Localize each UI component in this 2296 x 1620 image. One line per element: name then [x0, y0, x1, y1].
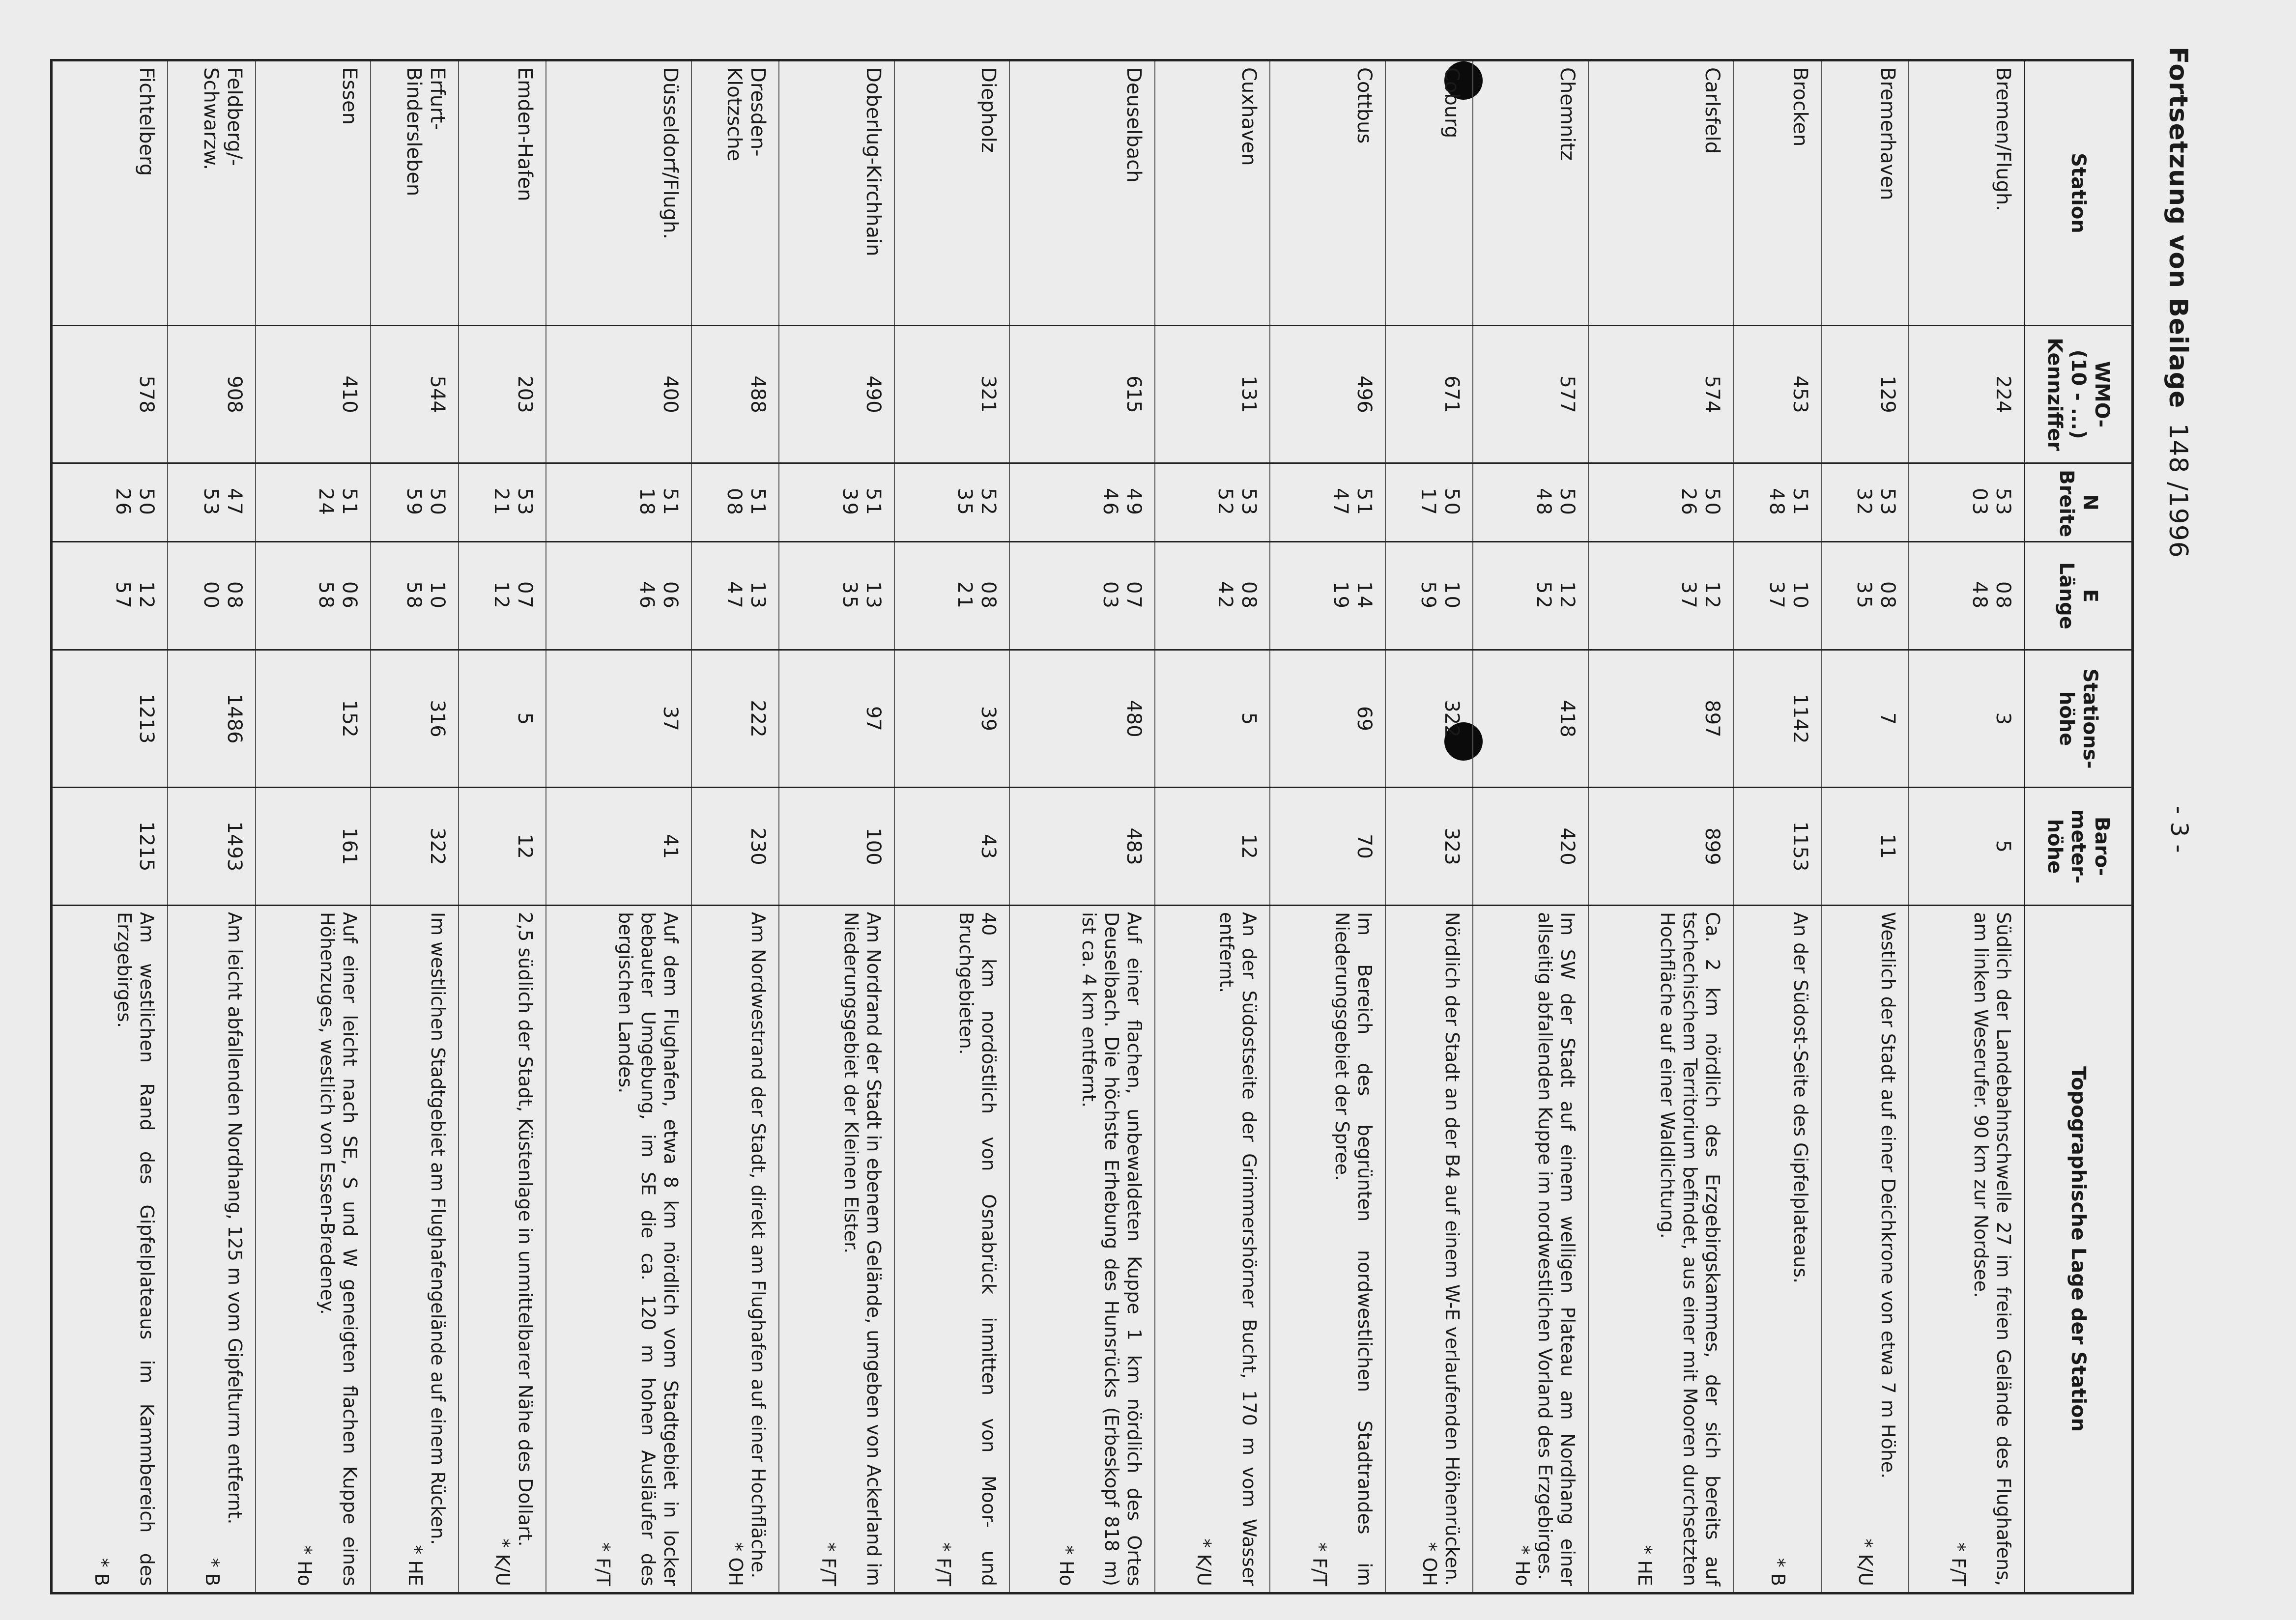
barometer-height: 323: [1385, 788, 1473, 906]
wmo-id: 410: [256, 326, 371, 463]
station-type-code: * Ho: [1511, 1545, 1533, 1586]
latitude: 47 53: [168, 463, 256, 542]
topo-description: [779, 906, 894, 1593]
latitude: 50 26: [52, 463, 168, 542]
station-height: 5: [1155, 650, 1270, 788]
barometer-height: 420: [1473, 788, 1588, 906]
longitude: 06 46: [546, 542, 691, 650]
wmo-id: 224: [1909, 326, 2024, 463]
wmo-id: 490: [779, 326, 894, 463]
latitude: 51 24: [256, 463, 371, 542]
barometer-height: 1493: [168, 788, 256, 906]
longitude: 08 35: [1821, 542, 1909, 650]
station-height: 1486: [168, 650, 256, 788]
latitude: 53 21: [459, 463, 546, 542]
longitude: 10 59: [1385, 542, 1473, 650]
table-row: [459, 60, 546, 1593]
topo-text: An der Südostseite der Grimmershörner Bucht, 170 m vom Wasser entfernt.: [1216, 912, 1261, 1586]
barometer-height: 43: [894, 788, 1009, 906]
topo-description: [546, 906, 691, 1593]
topo-text: Nördlich der Stadt an der B4 auf einem W-E verlaufenden Höhenrücken.: [1441, 912, 1464, 1586]
longitude: 14 19: [1270, 542, 1385, 650]
latitude: 51 48: [1733, 463, 1821, 542]
topo-description: [1270, 906, 1385, 1593]
barometer-height: 322: [371, 788, 459, 906]
latitude: 51 08: [691, 463, 779, 542]
longitude: 12 52: [1473, 542, 1588, 650]
barometer-height: 161: [256, 788, 371, 906]
barometer-height: 899: [1588, 788, 1734, 906]
topo-description: [52, 906, 168, 1593]
barometer-height: 12: [1155, 788, 1270, 906]
table-row: [1155, 60, 1270, 1593]
longitude: 07 12: [459, 542, 546, 650]
station-height: 1213: [52, 650, 168, 788]
station-name: Fichtelberg: [52, 60, 168, 326]
topo-text: Im westlichen Stadtgebiet am Flughafengelände auf einem Rücken.: [427, 912, 449, 1545]
station-height: 1142: [1733, 650, 1821, 788]
topo-text: An der Südost-Seite des Gipfelplateaus.: [1789, 912, 1811, 1284]
table-row: [1270, 60, 1385, 1593]
table-row: [1473, 60, 1588, 1593]
col-wmo: WMO- (10 - ...) Kennziffer: [2025, 326, 2133, 463]
station-type-code: * F/T: [1948, 1542, 1969, 1586]
table-row: [1909, 60, 2024, 1593]
longitude: 07 03: [1009, 542, 1155, 650]
table-row: [691, 60, 779, 1593]
longitude: 13 47: [691, 542, 779, 650]
longitude: 08 42: [1155, 542, 1270, 650]
table-row: [1821, 60, 1909, 1593]
station-type-code: * HE: [404, 1545, 426, 1586]
wmo-id: 574: [1588, 326, 1734, 463]
topo-text: Am Nordrand der Stadt in ebenem Gelände, umgeben von Ackerland im Niederungsgebiet der Kleinen Elster.: [840, 912, 885, 1586]
page-header: [2163, 47, 2193, 558]
header-number: 148 /1996: [2163, 423, 2193, 558]
barometer-height: 41: [546, 788, 691, 906]
table-row: [894, 60, 1009, 1593]
station-type-code: * B: [1767, 1558, 1789, 1586]
topo-text: Im SW der Stadt auf einem welligen Plateau am Nordhang einer allseitig abfallenden Kuppe im nordwestlichen Vorland des Erzgebirges.: [1534, 912, 1578, 1586]
latitude: 49 46: [1009, 463, 1155, 542]
station-height: 37: [546, 650, 691, 788]
topo-description: [168, 906, 256, 1593]
station-type-code: * F/T: [1308, 1542, 1330, 1586]
station-name: Carlsfeld: [1588, 60, 1734, 326]
station-type-code: * B: [201, 1558, 223, 1586]
wmo-id: 496: [1270, 326, 1385, 463]
longitude: 10 37: [1733, 542, 1821, 650]
wmo-id: 321: [894, 326, 1009, 463]
latitude: 50 59: [371, 463, 459, 542]
longitude: 06 58: [256, 542, 371, 650]
topo-text: Am leicht abfallenden Nordhang, 125 m vom Gipfelturm entfernt.: [224, 912, 246, 1525]
station-height: 480: [1009, 650, 1155, 788]
topo-description: [894, 906, 1009, 1593]
barometer-height: 11: [1821, 788, 1909, 906]
station-type-code: * F/T: [592, 1542, 614, 1586]
topo-text: 40 km nordöstlich von Osnabrück inmitten von Moor- und Bruchgebieten.: [955, 912, 1000, 1586]
table-row: [256, 60, 371, 1593]
station-height: 5: [459, 650, 546, 788]
station-name: Bremen/Flugh.: [1909, 60, 2024, 326]
station-type-code: * HE: [1634, 1545, 1656, 1586]
wmo-id: 578: [52, 326, 168, 463]
topo-description: [1733, 906, 1821, 1593]
wmo-id: 400: [546, 326, 691, 463]
topo-description: [459, 906, 546, 1593]
longitude: 12 57: [52, 542, 168, 650]
barometer-height: 1215: [52, 788, 168, 906]
station-name: Brocken: [1733, 60, 1821, 326]
latitude: 51 18: [546, 463, 691, 542]
station-height: 97: [779, 650, 894, 788]
table-row: [546, 60, 691, 1593]
station-height: 418: [1473, 650, 1588, 788]
barometer-height: 70: [1270, 788, 1385, 906]
station-height: 322: [1385, 650, 1473, 788]
barometer-height: 5: [1909, 788, 2024, 906]
station-height: 222: [691, 650, 779, 788]
latitude: 50 17: [1385, 463, 1473, 542]
station-name: Erfurt- Bindersleben: [371, 60, 459, 326]
barometer-height: 100: [779, 788, 894, 906]
station-name: Chemnitz: [1473, 60, 1588, 326]
topo-text: Südlich der Landebahnschwelle 27 im freien Gelände des Flughafens, am linken Weserufer. 90 km zur Nordsee.: [1970, 912, 2014, 1586]
wmo-id: 453: [1733, 326, 1821, 463]
table-header-row: [2025, 60, 2133, 1593]
latitude: 50 26: [1588, 463, 1734, 542]
topo-text: Auf einer leicht nach SE, S und W geneigten flachen Kuppe eines Höhenzuges, westlich von Essen-Bredeney.: [316, 912, 361, 1586]
topo-text: Ca. 2 km nördlich des Erzgebirgskammes, der sich bereits auf tschechischem Territorium befindet, aus einer mit Mooren durchsetzten Hochfläche auf einer Waldlichtung.: [1657, 912, 1724, 1586]
col-stationshoehe: Stations- höhe: [2025, 650, 2133, 788]
station-name: Coburg: [1385, 60, 1473, 326]
topo-description: [1385, 906, 1473, 1593]
col-station: Station: [2025, 60, 2133, 326]
station-type-code: * OH: [725, 1542, 747, 1586]
latitude: 53 52: [1155, 463, 1270, 542]
wmo-id: 671: [1385, 326, 1473, 463]
wmo-id: 615: [1009, 326, 1155, 463]
station-name: Doberlug-Kirchhain: [779, 60, 894, 326]
wmo-id: 203: [459, 326, 546, 463]
station-height: 897: [1588, 650, 1734, 788]
topo-text: Westlich der Stadt auf einer Deichkrone von etwa 7 m Höhe.: [1877, 912, 1899, 1479]
barometer-height: 12: [459, 788, 546, 906]
station-type-code: * B: [91, 1558, 113, 1586]
table-row: [52, 60, 168, 1593]
station-table: [50, 59, 2134, 1594]
table-row: [371, 60, 459, 1593]
station-name: Bremerhaven: [1821, 60, 1909, 326]
latitude: 51 47: [1270, 463, 1385, 542]
barometer-height: 1153: [1733, 788, 1821, 906]
topo-text: Auf dem Flughafen, etwa 8 km nördlich vom Stadtgebiet in locker bebauter Umgebung, im SE die ca. 120 m hohen Ausläufer des bergischen Landes.: [614, 912, 682, 1586]
station-type-code: * K/U: [1855, 1538, 1877, 1586]
station-height: 316: [371, 650, 459, 788]
station-height: 69: [1270, 650, 1385, 788]
station-type-code: * Ho: [294, 1545, 316, 1586]
latitude: 52 35: [894, 463, 1009, 542]
wmo-id: 129: [1821, 326, 1909, 463]
barometer-height: 230: [691, 788, 779, 906]
table-row: [1009, 60, 1155, 1593]
topo-description: [256, 906, 371, 1593]
station-height: 39: [894, 650, 1009, 788]
col-laenge: E Länge: [2025, 542, 2133, 650]
latitude: 51 39: [779, 463, 894, 542]
topo-description: [1009, 906, 1155, 1593]
station-height: 3: [1909, 650, 2024, 788]
station-height: 7: [1821, 650, 1909, 788]
table-row: [168, 60, 256, 1593]
topo-text: Auf einer flachen, unbewaldeten Kuppe 1 km nördlich des Ortes Deuselbach. Die höchste Erhebung des Hunsrücks (Erbeskopf 818 m) ist ca. 4 km entfernt.: [1078, 912, 1145, 1586]
table-row: [1588, 60, 1734, 1593]
topo-description: [1821, 906, 1909, 1593]
station-name: Cottbus: [1270, 60, 1385, 326]
topo-description: [1588, 906, 1734, 1593]
station-name: Düsseldorf/Flugh.: [546, 60, 691, 326]
station-type-code: * F/T: [933, 1542, 955, 1586]
wmo-id: 488: [691, 326, 779, 463]
header-title: Fortsetzung von Beilage: [2163, 47, 2193, 409]
col-breite: N Breite: [2025, 463, 2133, 542]
topo-description: [371, 906, 459, 1593]
station-type-code: * K/U: [1193, 1538, 1215, 1586]
wmo-id: 908: [168, 326, 256, 463]
topo-description: [1473, 906, 1588, 1593]
station-name: Dresden- Klotzsche: [691, 60, 779, 326]
station-name: Feldberg/- Schwarzw.: [168, 60, 256, 326]
topo-text: Am westlichen Rand des Gipfelplateaus im Kammbereich des Erzgebirges.: [114, 912, 158, 1586]
col-barometerhoehe: Baro- meter- höhe: [2025, 788, 2133, 906]
table-row: [1385, 60, 1473, 1593]
latitude: 50 48: [1473, 463, 1588, 542]
station-height: 152: [256, 650, 371, 788]
station-name: Emden-Hafen: [459, 60, 546, 326]
topo-text: Am Nordwestrand der Stadt, direkt am Flughafen auf einer Hochfläche.: [747, 912, 770, 1579]
latitude: 53 32: [1821, 463, 1909, 542]
station-name: Diepholz: [894, 60, 1009, 326]
wmo-id: 131: [1155, 326, 1270, 463]
wmo-id: 577: [1473, 326, 1588, 463]
longitude: 08 21: [894, 542, 1009, 650]
topo-description: [691, 906, 779, 1593]
topo-description: [1155, 906, 1270, 1593]
barometer-height: 483: [1009, 788, 1155, 906]
longitude: 12 37: [1588, 542, 1734, 650]
longitude: 13 35: [779, 542, 894, 650]
station-name: Cuxhaven: [1155, 60, 1270, 326]
station-name: Deuselbach: [1009, 60, 1155, 326]
station-type-code: * F/T: [817, 1542, 839, 1586]
station-type-code: * Ho: [1055, 1545, 1077, 1586]
latitude: 53 03: [1909, 463, 2024, 542]
longitude: 08 00: [168, 542, 256, 650]
wmo-id: 544: [371, 326, 459, 463]
station-type-code: * OH: [1419, 1542, 1441, 1586]
topo-description: [1909, 906, 2024, 1593]
topo-text: 2,5 südlich der Stadt, Küstenlage in unmittelbarer Nähe des Dollart.: [515, 912, 537, 1547]
page-number: - 3 -: [2165, 806, 2193, 853]
station-type-code: * K/U: [492, 1538, 514, 1586]
station-name: Essen: [256, 60, 371, 326]
longitude: 10 58: [371, 542, 459, 650]
table-row: [1733, 60, 1821, 1593]
longitude: 08 48: [1909, 542, 2024, 650]
col-topo: Topographische Lage der Station: [2025, 906, 2133, 1593]
table-row: [779, 60, 894, 1593]
topo-text: Im Bereich des begrünten nordwestlichen Stadtrandes im Niederungsgebiet der Spree.: [1331, 912, 1376, 1586]
